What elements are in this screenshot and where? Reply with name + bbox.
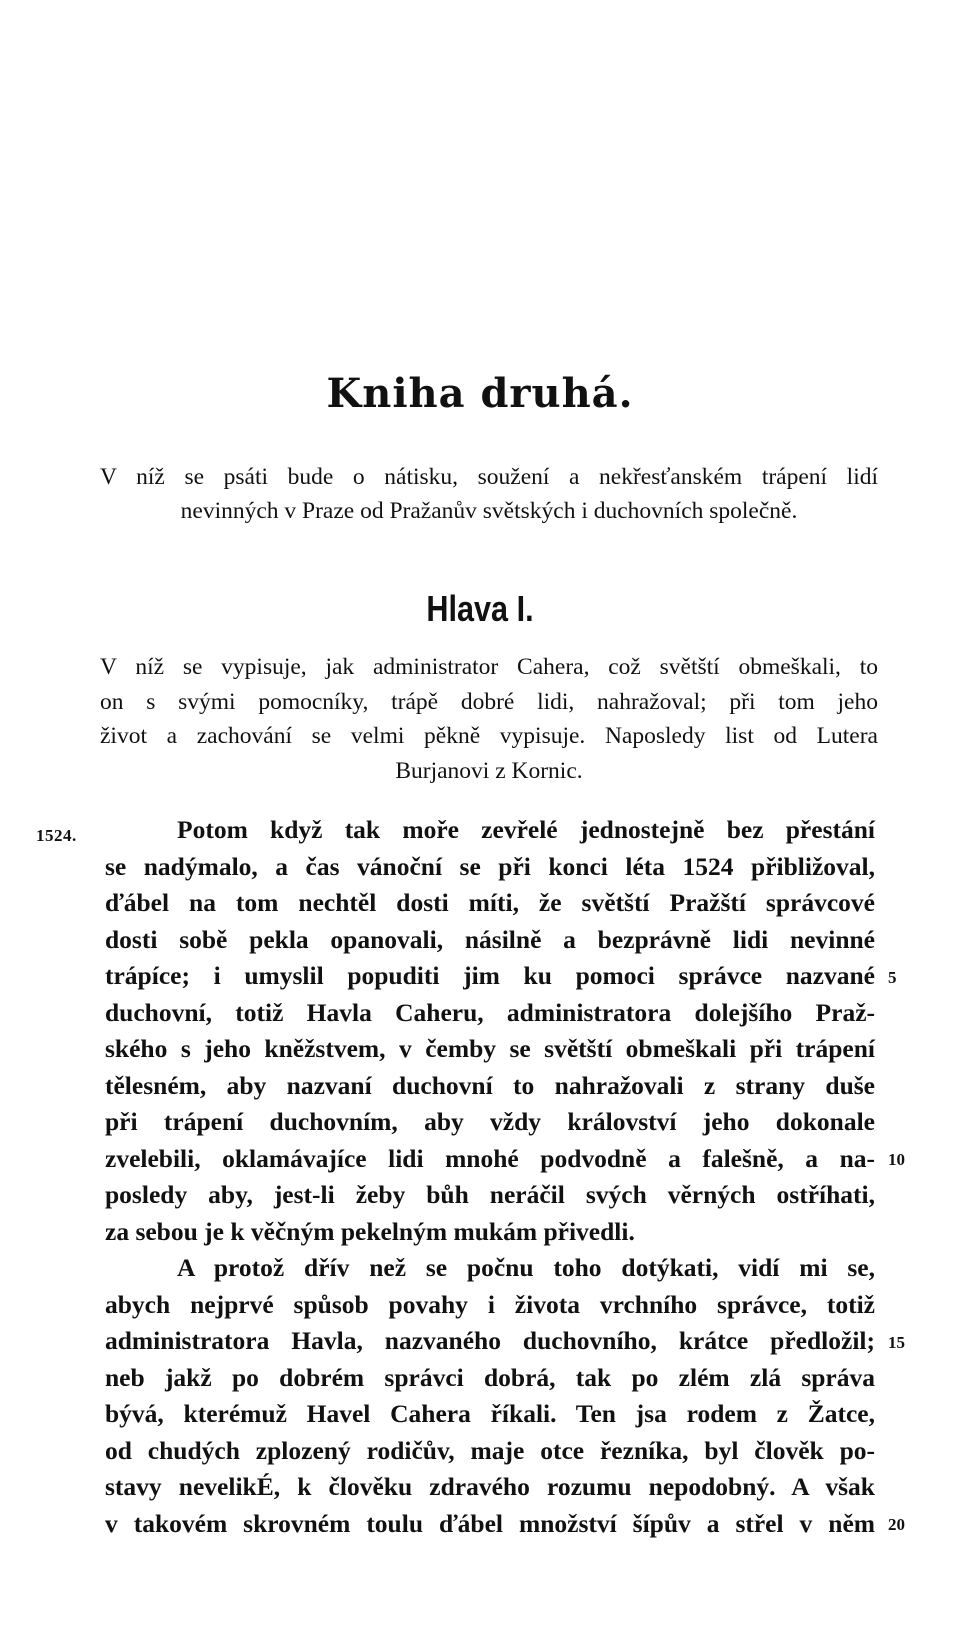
summary-line: V níž se vypisuje, jak administrator Cahera, což světští obmeškali, to [100, 654, 878, 680]
body-line: bývá, kterémuž Havel Cahera říkali. Ten jsa rodem z Žatce, [105, 1399, 875, 1428]
body-line: abych nejprvé spůsob povahy i života vrchního správce, totiž [105, 1289, 875, 1319]
body-line: duchovní, totiž Havla Caheru, administratora dolejšího Praž- [105, 997, 875, 1027]
body-line: ského s jeho kněžstvem, v čemby se světští obmeškali při trápení [105, 1034, 875, 1063]
body-line: neb jakž po dobrém správci dobrá, tak po zlém zlá správa [105, 1362, 875, 1392]
line-number: 15 [888, 1333, 905, 1352]
body-line: od chudých zplozený rodičův, maje otce řezníka, byl člověk po- [105, 1435, 875, 1465]
body-line: stavy nevelikÉ, k člověku zdravého rozumu nepodobný. A však [105, 1472, 875, 1501]
summary-line: život a zachování se velmi pěkně vypisuje. Naposledy list od Lutera [100, 723, 878, 749]
body-line: posledy aby, jest-li žeby bůh neráčil svých věrných ostříhati, [105, 1180, 875, 1209]
body-text [105, 812, 875, 1542]
summary-line: on s svými pomocníky, trápě dobré lidi, nahražoval; při tom jeho [100, 688, 878, 715]
body-line: trápíce; i umyslil popuditi jim ku pomoci správce nazvané [105, 961, 875, 990]
body-line: za sebou je k věčným pekelným mukám přivedli. [105, 1216, 635, 1246]
margin-year-note: 1524. [36, 826, 77, 845]
line-number: 10 [888, 1150, 905, 1169]
body-line: administratora Havla, nazvaného duchovního, krátce předložil; [105, 1326, 875, 1355]
summary-line: Burjanovi z Kornic. [395, 757, 583, 784]
summary-line: nevinných v Praze od Pražanův světských i duchovních společně. [180, 498, 798, 524]
body-line: dosti sobě pekla opanovali, násilně a bezprávně lidi nevinné [105, 924, 875, 954]
book-summary [100, 460, 878, 528]
chapter-summary [100, 650, 878, 788]
body-line: v takovém skrovném toulu ďábel množství šípův a střel v něm [105, 1508, 875, 1538]
body-line: Potom když tak moře zevřelé jednostejně bez přestání [177, 815, 875, 844]
body-line: tělesném, aby nazvaní duchovní to nahražovali z strany duše [105, 1070, 875, 1100]
body-line: při trápení duchovním, aby vždy království jeho dokonale [105, 1107, 875, 1136]
body-line: zvelebili, oklamávajíce lidi mnohé podvodně a falešně, a na- [105, 1143, 875, 1173]
line-number: 20 [888, 1515, 905, 1534]
body-line: A protož dřív než se počnu toho dotýkati, vidí mi se, [177, 1253, 875, 1282]
body-line: se nadýmalo, a čas vánoční se při konci léta 1524 přibližoval, [105, 851, 875, 881]
line-number: 5 [888, 968, 897, 987]
body-line: ďábel na tom nechtěl dosti míti, že světští Pražští správcové [105, 888, 875, 917]
book-title: Kniha druhá. [326, 370, 634, 417]
summary-line: V níž se psáti bude o nátisku, soužení a nekřesťanském trápení lidí [100, 464, 878, 490]
chapter-title: Hlava I. [426, 588, 534, 629]
